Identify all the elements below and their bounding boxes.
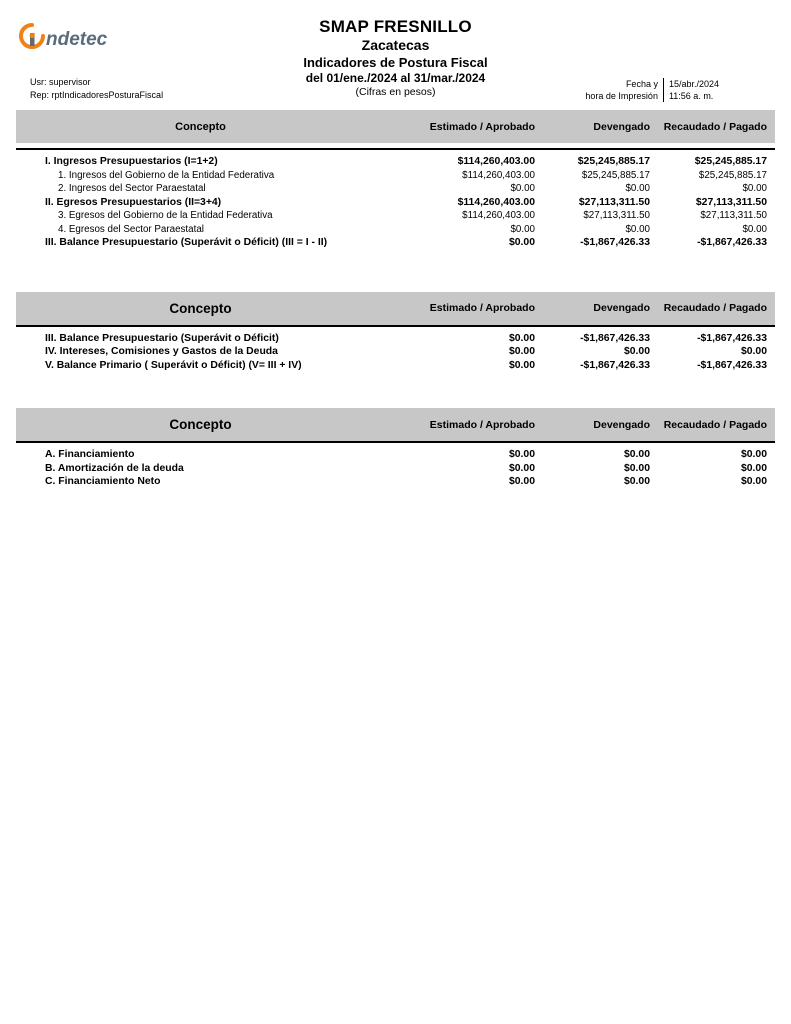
row-estimado: $0.00: [508, 346, 535, 357]
col-header-devengado: Devengado: [593, 302, 650, 314]
row-recaudado: $25,245,885.17: [698, 169, 767, 181]
time-value: 11:56 a. m.: [668, 91, 714, 101]
col-header-devengado: Devengado: [593, 120, 650, 133]
row-recaudado: $27,113,311.50: [695, 196, 767, 208]
meta-left: [30, 76, 163, 102]
row-devengado: $0.00: [623, 346, 650, 357]
table-row: [16, 359, 775, 373]
row-recaudado: -$1,867,426.33: [697, 237, 767, 248]
time-label: hora de Impresión: [585, 91, 658, 101]
table-row: [16, 332, 775, 346]
table-row: [16, 169, 775, 183]
table-rows: [16, 150, 775, 250]
table-row: [16, 448, 775, 462]
row-estimado: $0.00: [508, 462, 535, 474]
row-concept: I. Ingresos Presupuestarios (I=1+2): [45, 156, 218, 167]
state-title: Zacatecas: [361, 37, 430, 54]
table-row: [16, 196, 775, 210]
row-concept: 3. Egresos del Gobierno de la Entidad Federativa: [58, 210, 273, 221]
report-header: [0, 0, 791, 101]
row-concept: II. Egresos Presupuestarios (II=3+4): [45, 196, 222, 208]
row-estimado: $0.00: [510, 183, 535, 194]
col-header-estimado: Estimado / Aprobado: [429, 120, 535, 133]
row-devengado: $0.00: [623, 449, 650, 460]
row-concept: 1. Ingresos del Gobierno de la Entidad Federativa: [58, 169, 275, 181]
row-recaudado: $0.00: [742, 183, 767, 194]
row-estimado: $114,260,403.00: [457, 156, 535, 167]
print-info-values: [663, 78, 719, 102]
table-row: [16, 462, 775, 476]
table-row: [16, 182, 775, 196]
row-estimado: $0.00: [508, 237, 535, 248]
table-row: [16, 345, 775, 359]
table-row: [16, 475, 775, 489]
row-estimado: $0.00: [508, 476, 535, 487]
logo-text: ndetec: [46, 29, 108, 50]
row-recaudado: $25,245,885.17: [694, 156, 767, 167]
col-header-estimado: Estimado / Aprobado: [429, 418, 535, 431]
row-estimado: $0.00: [508, 359, 535, 371]
report-title: Indicadores de Postura Fiscal: [303, 54, 488, 70]
row-devengado: -$1,867,426.33: [580, 359, 650, 371]
table-rows: [16, 327, 775, 373]
row-estimado: $0.00: [508, 449, 535, 460]
row-concept: IV. Intereses, Comisiones y Gastos de la Deuda: [45, 346, 278, 357]
row-concept: A. Financiamiento: [45, 449, 135, 460]
row-concept: 2. Ingresos del Sector Paraestatal: [58, 183, 206, 194]
row-recaudado: -$1,867,426.33: [697, 359, 767, 371]
table-row: [16, 209, 775, 223]
col-header-estimado: Estimado / Aprobado: [429, 302, 535, 314]
table-header-band: [16, 292, 775, 325]
row-concept: III. Balance Presupuestario (Superávit o Déficit) (III = I - II): [45, 237, 328, 248]
col-header-recaudado: Recaudado / Pagado: [663, 120, 767, 133]
org-title: SMAP FRESNILLO: [319, 17, 472, 36]
row-devengado: $0.00: [623, 462, 650, 474]
table-header-band: [16, 110, 775, 143]
row-recaudado: $0.00: [740, 346, 767, 357]
row-recaudado: $0.00: [742, 223, 767, 235]
report-line: Rep: rptIndicadoresPosturaFiscal: [30, 90, 164, 100]
row-concept: C. Financiamiento Neto: [45, 476, 161, 487]
table-rows: [16, 443, 775, 489]
row-recaudado: -$1,867,426.33: [697, 332, 767, 344]
units-line: (Cifras en pesos): [355, 86, 436, 98]
date-value: 15/abr./2024: [668, 79, 719, 89]
row-concept: 4. Egresos del Sector Paraestatal: [58, 223, 204, 235]
col-header-concepto: Concepto: [169, 300, 232, 316]
row-devengado: $25,245,885.17: [577, 156, 650, 167]
row-estimado: $114,260,403.00: [462, 169, 535, 181]
col-header-concepto: Concepto: [175, 120, 226, 133]
col-header-concepto: Concepto: [169, 417, 232, 432]
row-devengado: $0.00: [623, 476, 650, 487]
col-header-recaudado: Recaudado / Pagado: [663, 418, 767, 431]
row-devengado: $27,113,311.50: [583, 210, 650, 221]
row-concept: B. Amortización de la deuda: [45, 462, 184, 474]
date-label: Fecha y: [625, 79, 658, 89]
table-row: [16, 223, 775, 237]
row-recaudado: $27,113,311.50: [700, 210, 767, 221]
table-header-band: [16, 408, 775, 441]
row-concept: III. Balance Presupuestario (Superávit o Déficit): [45, 332, 279, 344]
row-estimado: $114,260,403.00: [457, 196, 535, 208]
col-header-devengado: Devengado: [593, 418, 650, 431]
period-line: del 01/ene./2024 al 31/mar./2024: [305, 71, 486, 85]
row-devengado: $25,245,885.17: [581, 169, 650, 181]
row-recaudado: $0.00: [740, 462, 767, 474]
row-estimado: $0.00: [508, 332, 535, 344]
row-devengado: -$1,867,426.33: [580, 332, 650, 344]
row-devengado: $0.00: [625, 223, 650, 235]
indetec-logo: [18, 22, 114, 52]
table-budget-balance: [16, 110, 775, 250]
table-primary-balance: [16, 292, 775, 373]
row-estimado: $0.00: [510, 223, 535, 235]
row-devengado: $0.00: [625, 183, 650, 194]
row-recaudado: $0.00: [740, 476, 767, 487]
row-estimado: $114,260,403.00: [462, 210, 535, 221]
user-line: Usr: supervisor: [30, 77, 91, 87]
col-header-recaudado: Recaudado / Pagado: [663, 302, 767, 314]
row-devengado: $27,113,311.50: [578, 196, 650, 208]
print-info-labels: [585, 78, 663, 102]
table-row: [16, 236, 775, 250]
table-row: [16, 155, 775, 169]
print-info: [585, 78, 719, 102]
indetec-swirl-icon: [18, 22, 114, 52]
row-concept: V. Balance Primario ( Superávit o Déficit) (V= III + IV): [45, 359, 302, 371]
table-financing: [16, 408, 775, 489]
row-recaudado: $0.00: [740, 449, 767, 460]
row-devengado: -$1,867,426.33: [580, 237, 650, 248]
